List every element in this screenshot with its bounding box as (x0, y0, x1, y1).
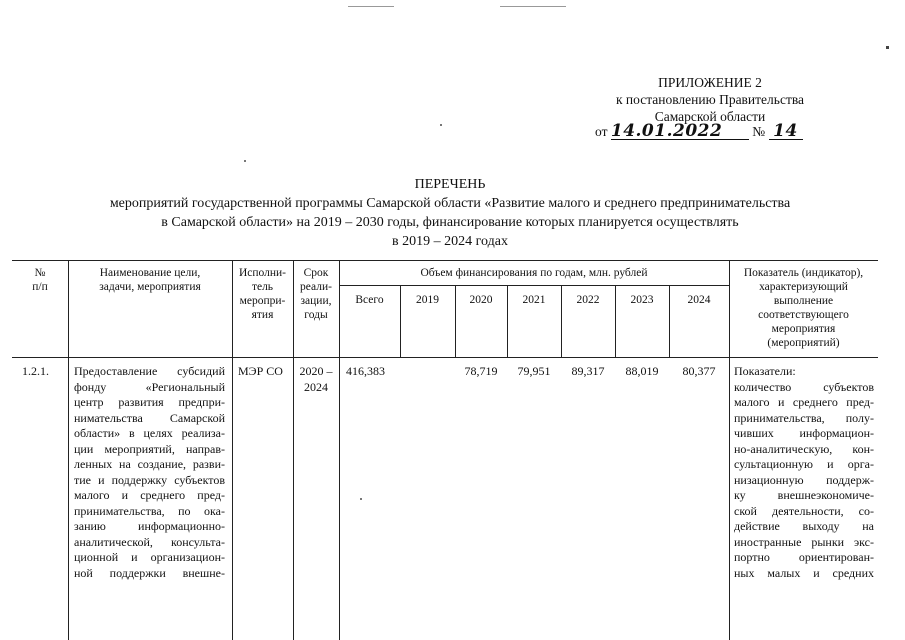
row-name: Предоставление субсидий фонду «Региональный центр развития предпри- нимательства Самарской области» в целях реализа- ции мероприятий, направ- ленных на создание, разви- тие и поддержку субъектов малого и среднего пред- принимательства, по ока- занию информационно- аналитической, консульта- ционной и организацион- ной поддержки внешне- (74, 364, 225, 580)
header-year-2023: 2023 (630, 294, 654, 306)
header-term: Срок реали- зации, годы (300, 267, 332, 321)
scan-mark (348, 6, 394, 7)
date-value: 14.01.2022 (611, 124, 749, 140)
header-total: Всего (355, 294, 384, 306)
row-indicator: Показатели: количество субъектов малого и среднего пред- принимательства, полу- чивших информацион- но-аналитическую, кон- сультационную и орга- низационную поддерж- ку внешнеэкономиче- ской деятельности, со- действие выходу на иностранные рынки экс- портно ориентирован- ных малых и средних (734, 364, 874, 580)
table-top-border (12, 260, 878, 261)
header-funding-group: Объем финансирования по годам, млн. рублей (420, 267, 648, 279)
row-year-2022: 89,317 (571, 364, 605, 378)
row-year-2020: 78,719 (464, 364, 498, 378)
header-year-2019: 2019 (416, 294, 439, 306)
scan-speck (244, 160, 246, 162)
scan-speck (886, 46, 889, 49)
number-value: 14 (769, 124, 803, 140)
row-year-2021: 79,951 (517, 364, 551, 378)
row-executor: МЭР СО (238, 364, 283, 378)
header-year-2021: 2021 (522, 294, 546, 306)
col-border (339, 260, 340, 640)
header-year-2024: 2024 (687, 294, 711, 306)
header-num: № п/п (32, 267, 48, 293)
date-line (595, 121, 803, 141)
header-bottom-border (12, 357, 878, 358)
appendix-line-2: Самарской области (654, 109, 766, 124)
heading-line-1: мероприятий государственной программы Самарской области «Развитие малого и среднего предпринимательства (109, 196, 791, 211)
document-heading (40, 175, 860, 251)
header-year-2022: 2022 (576, 294, 600, 306)
row-year-2023: 88,019 (625, 364, 659, 378)
appendix-title: ПРИЛОЖЕНИЕ 2 (658, 75, 762, 90)
header-year-2020: 2020 (469, 294, 493, 306)
scan-speck (360, 498, 362, 500)
scan-speck (440, 124, 442, 126)
heading-title: ПЕРЕЧЕНЬ (414, 177, 486, 192)
row-year-2024: 80,377 (682, 364, 716, 378)
heading-line-3: в 2019 – 2024 годах (392, 234, 508, 249)
header-indicator: Показатель (индикатор), характеризующий выполнение соответствующего мероприятия (мероприятий) (743, 267, 864, 349)
appendix-line-1: к постановлению Правительства (615, 92, 805, 107)
scan-mark (500, 6, 566, 7)
header-name: Наименование цели, задачи, мероприятия (99, 267, 201, 293)
col-border (68, 260, 69, 640)
appendix-block (560, 74, 860, 125)
heading-line-2: в Самарской области» на 2019 – 2030 годы, финансирование которых планируется осуществлять (161, 215, 739, 230)
number-prefix: № (752, 124, 766, 139)
row-term: 2020 – 2024 (299, 364, 333, 394)
funding-group-divider (339, 285, 729, 286)
date-prefix: от (595, 124, 608, 139)
header-executor: Исполни- тель меропри- ятия (238, 267, 287, 321)
row-total: 416,383 (346, 364, 385, 378)
row-num: 1.2.1. (22, 364, 49, 378)
